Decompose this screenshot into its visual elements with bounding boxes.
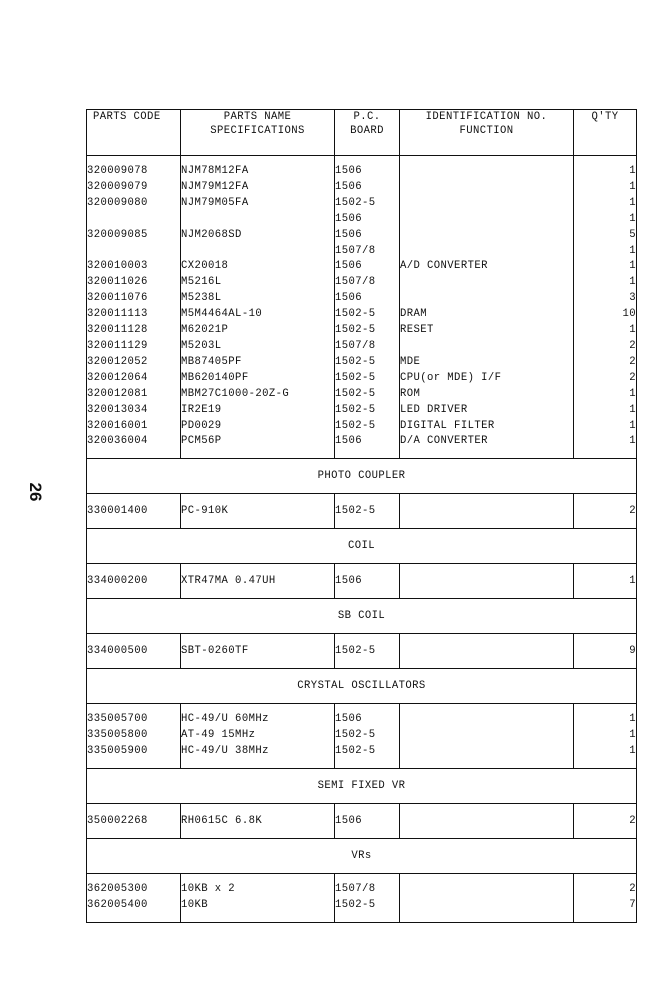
section-title: SB COIL <box>87 599 637 634</box>
parts-code-cell: 330001400 <box>87 494 181 529</box>
parts-name-cell: HC-49/U 38MHz <box>181 744 335 768</box>
parts-code-cell: 320011076 <box>87 291 181 307</box>
table-row <box>87 275 637 291</box>
header-specifications-label: SPECIFICATIONS <box>210 125 305 137</box>
table-row <box>87 371 637 387</box>
pc-board-cell: 1502-5 <box>335 323 400 339</box>
section-title: COIL <box>87 529 637 564</box>
section-title: SEMI FIXED VR <box>87 769 637 804</box>
pc-board-cell: 1502-5 <box>335 728 400 744</box>
quantity-cell: 2 <box>574 874 637 898</box>
pc-board-cell: 1506 <box>335 212 400 228</box>
header-pc-label: P.C. <box>353 111 381 123</box>
quantity-cell: 1 <box>574 434 637 458</box>
pc-board-cell: 1506 <box>335 259 400 275</box>
table-header-row <box>87 110 637 156</box>
table-row <box>87 564 637 599</box>
function-cell <box>400 704 574 728</box>
quantity-cell: 2 <box>574 494 637 529</box>
table-row <box>87 419 637 435</box>
parts-code-cell: 320012064 <box>87 371 181 387</box>
table-row <box>87 744 637 768</box>
pc-board-cell: 1502-5 <box>335 494 400 529</box>
section-header-row <box>87 529 637 564</box>
quantity-cell: 10 <box>574 307 637 323</box>
header-parts-code-label: PARTS CODE <box>93 111 161 123</box>
quantity-cell: 1 <box>574 728 637 744</box>
pc-board-cell: 1507/8 <box>335 275 400 291</box>
parts-name-cell: MB620140PF <box>181 371 335 387</box>
table-row <box>87 728 637 744</box>
parts-name-cell: RH0615C 6.8K <box>181 804 335 839</box>
header-function-label: FUNCTION <box>459 125 514 137</box>
table-row <box>87 434 637 458</box>
table-row <box>87 704 637 728</box>
table-row <box>87 228 637 244</box>
parts-code-cell: 320011113 <box>87 307 181 323</box>
table-row <box>87 307 637 323</box>
parts-name-cell <box>181 244 335 260</box>
pc-board-cell: 1506 <box>335 704 400 728</box>
header-identification <box>400 110 574 156</box>
pc-board-cell: 1506 <box>335 156 400 180</box>
quantity-cell: 1 <box>574 323 637 339</box>
parts-name-cell: 10KB <box>181 898 335 922</box>
parts-code-cell: 320009085 <box>87 228 181 244</box>
quantity-cell: 1 <box>574 244 637 260</box>
section-header-row <box>87 599 637 634</box>
parts-name-cell: M62021P <box>181 323 335 339</box>
pc-board-cell: 1502-5 <box>335 403 400 419</box>
pc-board-cell: 1506 <box>335 291 400 307</box>
section-header-row <box>87 459 637 494</box>
table-row <box>87 291 637 307</box>
pc-board-cell: 1502-5 <box>335 634 400 669</box>
table-row <box>87 355 637 371</box>
quantity-cell: 5 <box>574 228 637 244</box>
quantity-cell: 2 <box>574 355 637 371</box>
header-quantity <box>574 110 637 156</box>
quantity-cell: 1 <box>574 275 637 291</box>
pc-board-cell: 1502-5 <box>335 387 400 403</box>
pc-board-cell: 1502-5 <box>335 196 400 212</box>
table-row <box>87 387 637 403</box>
parts-code-cell: 320012081 <box>87 387 181 403</box>
parts-code-cell: 335005700 <box>87 704 181 728</box>
table-row <box>87 196 637 212</box>
parts-name-cell: M5203L <box>181 339 335 355</box>
function-cell: DRAM <box>400 307 574 323</box>
quantity-cell: 3 <box>574 291 637 307</box>
parts-name-cell: IR2E19 <box>181 403 335 419</box>
function-cell <box>400 156 574 180</box>
pc-board-cell: 1502-5 <box>335 371 400 387</box>
function-cell <box>400 634 574 669</box>
function-cell <box>400 244 574 260</box>
section-title: CRYSTAL OSCILLATORS <box>87 669 637 704</box>
table-row <box>87 323 637 339</box>
pc-board-cell: 1507/8 <box>335 339 400 355</box>
parts-code-cell: 320011026 <box>87 275 181 291</box>
pc-board-cell: 1507/8 <box>335 874 400 898</box>
table-row <box>87 156 637 180</box>
page-number: 26 <box>26 482 45 502</box>
table-row <box>87 180 637 196</box>
parts-code-cell <box>87 244 181 260</box>
quantity-cell: 2 <box>574 339 637 355</box>
function-cell <box>400 564 574 599</box>
function-cell <box>400 494 574 529</box>
parts-name-cell: NJM78M12FA <box>181 156 335 180</box>
header-parts-code <box>87 110 181 156</box>
parts-name-cell: NJM79M05FA <box>181 196 335 212</box>
parts-name-cell: SBT-0260TF <box>181 634 335 669</box>
function-cell: A/D CONVERTER <box>400 259 574 275</box>
parts-name-cell: PC-910K <box>181 494 335 529</box>
function-cell: RESET <box>400 323 574 339</box>
function-cell: CPU(or MDE) I/F <box>400 371 574 387</box>
pc-board-cell: 1502-5 <box>335 307 400 323</box>
quantity-cell: 1 <box>574 564 637 599</box>
parts-name-cell: M5238L <box>181 291 335 307</box>
table-row <box>87 634 637 669</box>
parts-code-cell: 335005900 <box>87 744 181 768</box>
table-row <box>87 212 637 228</box>
parts-code-cell: 320009080 <box>87 196 181 212</box>
table-row <box>87 259 637 275</box>
function-cell <box>400 291 574 307</box>
quantity-cell: 2 <box>574 371 637 387</box>
pc-board-cell: 1502-5 <box>335 744 400 768</box>
function-cell <box>400 874 574 898</box>
parts-name-cell: PD0029 <box>181 419 335 435</box>
quantity-cell: 1 <box>574 212 637 228</box>
parts-code-cell: 320012052 <box>87 355 181 371</box>
table-row <box>87 804 637 839</box>
parts-code-cell: 320011129 <box>87 339 181 355</box>
parts-code-cell: 362005400 <box>87 898 181 922</box>
header-quantity-label: Q'TY <box>591 111 619 123</box>
function-cell <box>400 744 574 768</box>
table-row <box>87 403 637 419</box>
pc-board-cell: 1506 <box>335 564 400 599</box>
function-cell <box>400 804 574 839</box>
table-row <box>87 339 637 355</box>
parts-code-cell: 320013034 <box>87 403 181 419</box>
parts-list-table <box>86 109 637 923</box>
quantity-cell: 1 <box>574 387 637 403</box>
function-cell: LED DRIVER <box>400 403 574 419</box>
parts-name-cell: MB87405PF <box>181 355 335 371</box>
pc-board-cell: 1502-5 <box>335 355 400 371</box>
quantity-cell: 1 <box>574 180 637 196</box>
section-header-row <box>87 669 637 704</box>
parts-code-cell: 320036004 <box>87 434 181 458</box>
quantity-cell: 1 <box>574 704 637 728</box>
parts-name-cell: 10KB x 2 <box>181 874 335 898</box>
quantity-cell: 1 <box>574 196 637 212</box>
pc-board-cell: 1507/8 <box>335 244 400 260</box>
parts-name-cell: M5216L <box>181 275 335 291</box>
parts-name-cell: XTR47MA 0.47UH <box>181 564 335 599</box>
function-cell: MDE <box>400 355 574 371</box>
quantity-cell: 1 <box>574 156 637 180</box>
function-cell <box>400 228 574 244</box>
table-row <box>87 494 637 529</box>
table-body <box>87 156 637 923</box>
function-cell <box>400 898 574 922</box>
table-row <box>87 244 637 260</box>
parts-code-cell: 334000500 <box>87 634 181 669</box>
quantity-cell: 1 <box>574 259 637 275</box>
quantity-cell: 1 <box>574 403 637 419</box>
quantity-cell: 2 <box>574 804 637 839</box>
quantity-cell: 1 <box>574 419 637 435</box>
section-header-row <box>87 839 637 874</box>
header-identification-label: IDENTIFICATION NO. <box>425 111 548 123</box>
parts-code-cell: 362005300 <box>87 874 181 898</box>
parts-name-cell: MBM27C1000-20Z-G <box>181 387 335 403</box>
section-header-row <box>87 769 637 804</box>
pc-board-cell: 1506 <box>335 180 400 196</box>
parts-name-cell: NJM79M12FA <box>181 180 335 196</box>
parts-code-cell: 335005800 <box>87 728 181 744</box>
section-title: PHOTO COUPLER <box>87 459 637 494</box>
parts-name-cell: CX20018 <box>181 259 335 275</box>
parts-name-cell: M5M4464AL-10 <box>181 307 335 323</box>
parts-code-cell: 320010003 <box>87 259 181 275</box>
parts-code-cell: 350002268 <box>87 804 181 839</box>
header-board-label: BOARD <box>350 125 384 137</box>
function-cell <box>400 728 574 744</box>
pc-board-cell: 1506 <box>335 804 400 839</box>
function-cell <box>400 339 574 355</box>
quantity-cell: 7 <box>574 898 637 922</box>
parts-code-cell: 320009078 <box>87 156 181 180</box>
parts-name-cell: PCM56P <box>181 434 335 458</box>
parts-code-cell: 320016001 <box>87 419 181 435</box>
function-cell <box>400 180 574 196</box>
parts-name-cell: NJM2068SD <box>181 228 335 244</box>
pc-board-cell: 1506 <box>335 228 400 244</box>
pc-board-cell: 1502-5 <box>335 898 400 922</box>
parts-name-cell: HC-49/U 60MHz <box>181 704 335 728</box>
header-parts-name-label: PARTS NAME <box>223 111 292 123</box>
function-cell <box>400 212 574 228</box>
pc-board-cell: 1502-5 <box>335 419 400 435</box>
table-row <box>87 898 637 922</box>
quantity-cell: 9 <box>574 634 637 669</box>
parts-code-cell: 334000200 <box>87 564 181 599</box>
table-row <box>87 874 637 898</box>
function-cell: D/A CONVERTER <box>400 434 574 458</box>
pc-board-cell: 1506 <box>335 434 400 458</box>
parts-code-cell <box>87 212 181 228</box>
section-title: VRs <box>87 839 637 874</box>
parts-code-cell: 320009079 <box>87 180 181 196</box>
parts-name-cell: AT-49 15MHz <box>181 728 335 744</box>
header-parts-name <box>181 110 335 156</box>
header-pc-board <box>335 110 400 156</box>
function-cell <box>400 196 574 212</box>
parts-code-cell: 320011128 <box>87 323 181 339</box>
quantity-cell: 1 <box>574 744 637 768</box>
function-cell: DIGITAL FILTER <box>400 419 574 435</box>
parts-name-cell <box>181 212 335 228</box>
function-cell <box>400 275 574 291</box>
function-cell: ROM <box>400 387 574 403</box>
